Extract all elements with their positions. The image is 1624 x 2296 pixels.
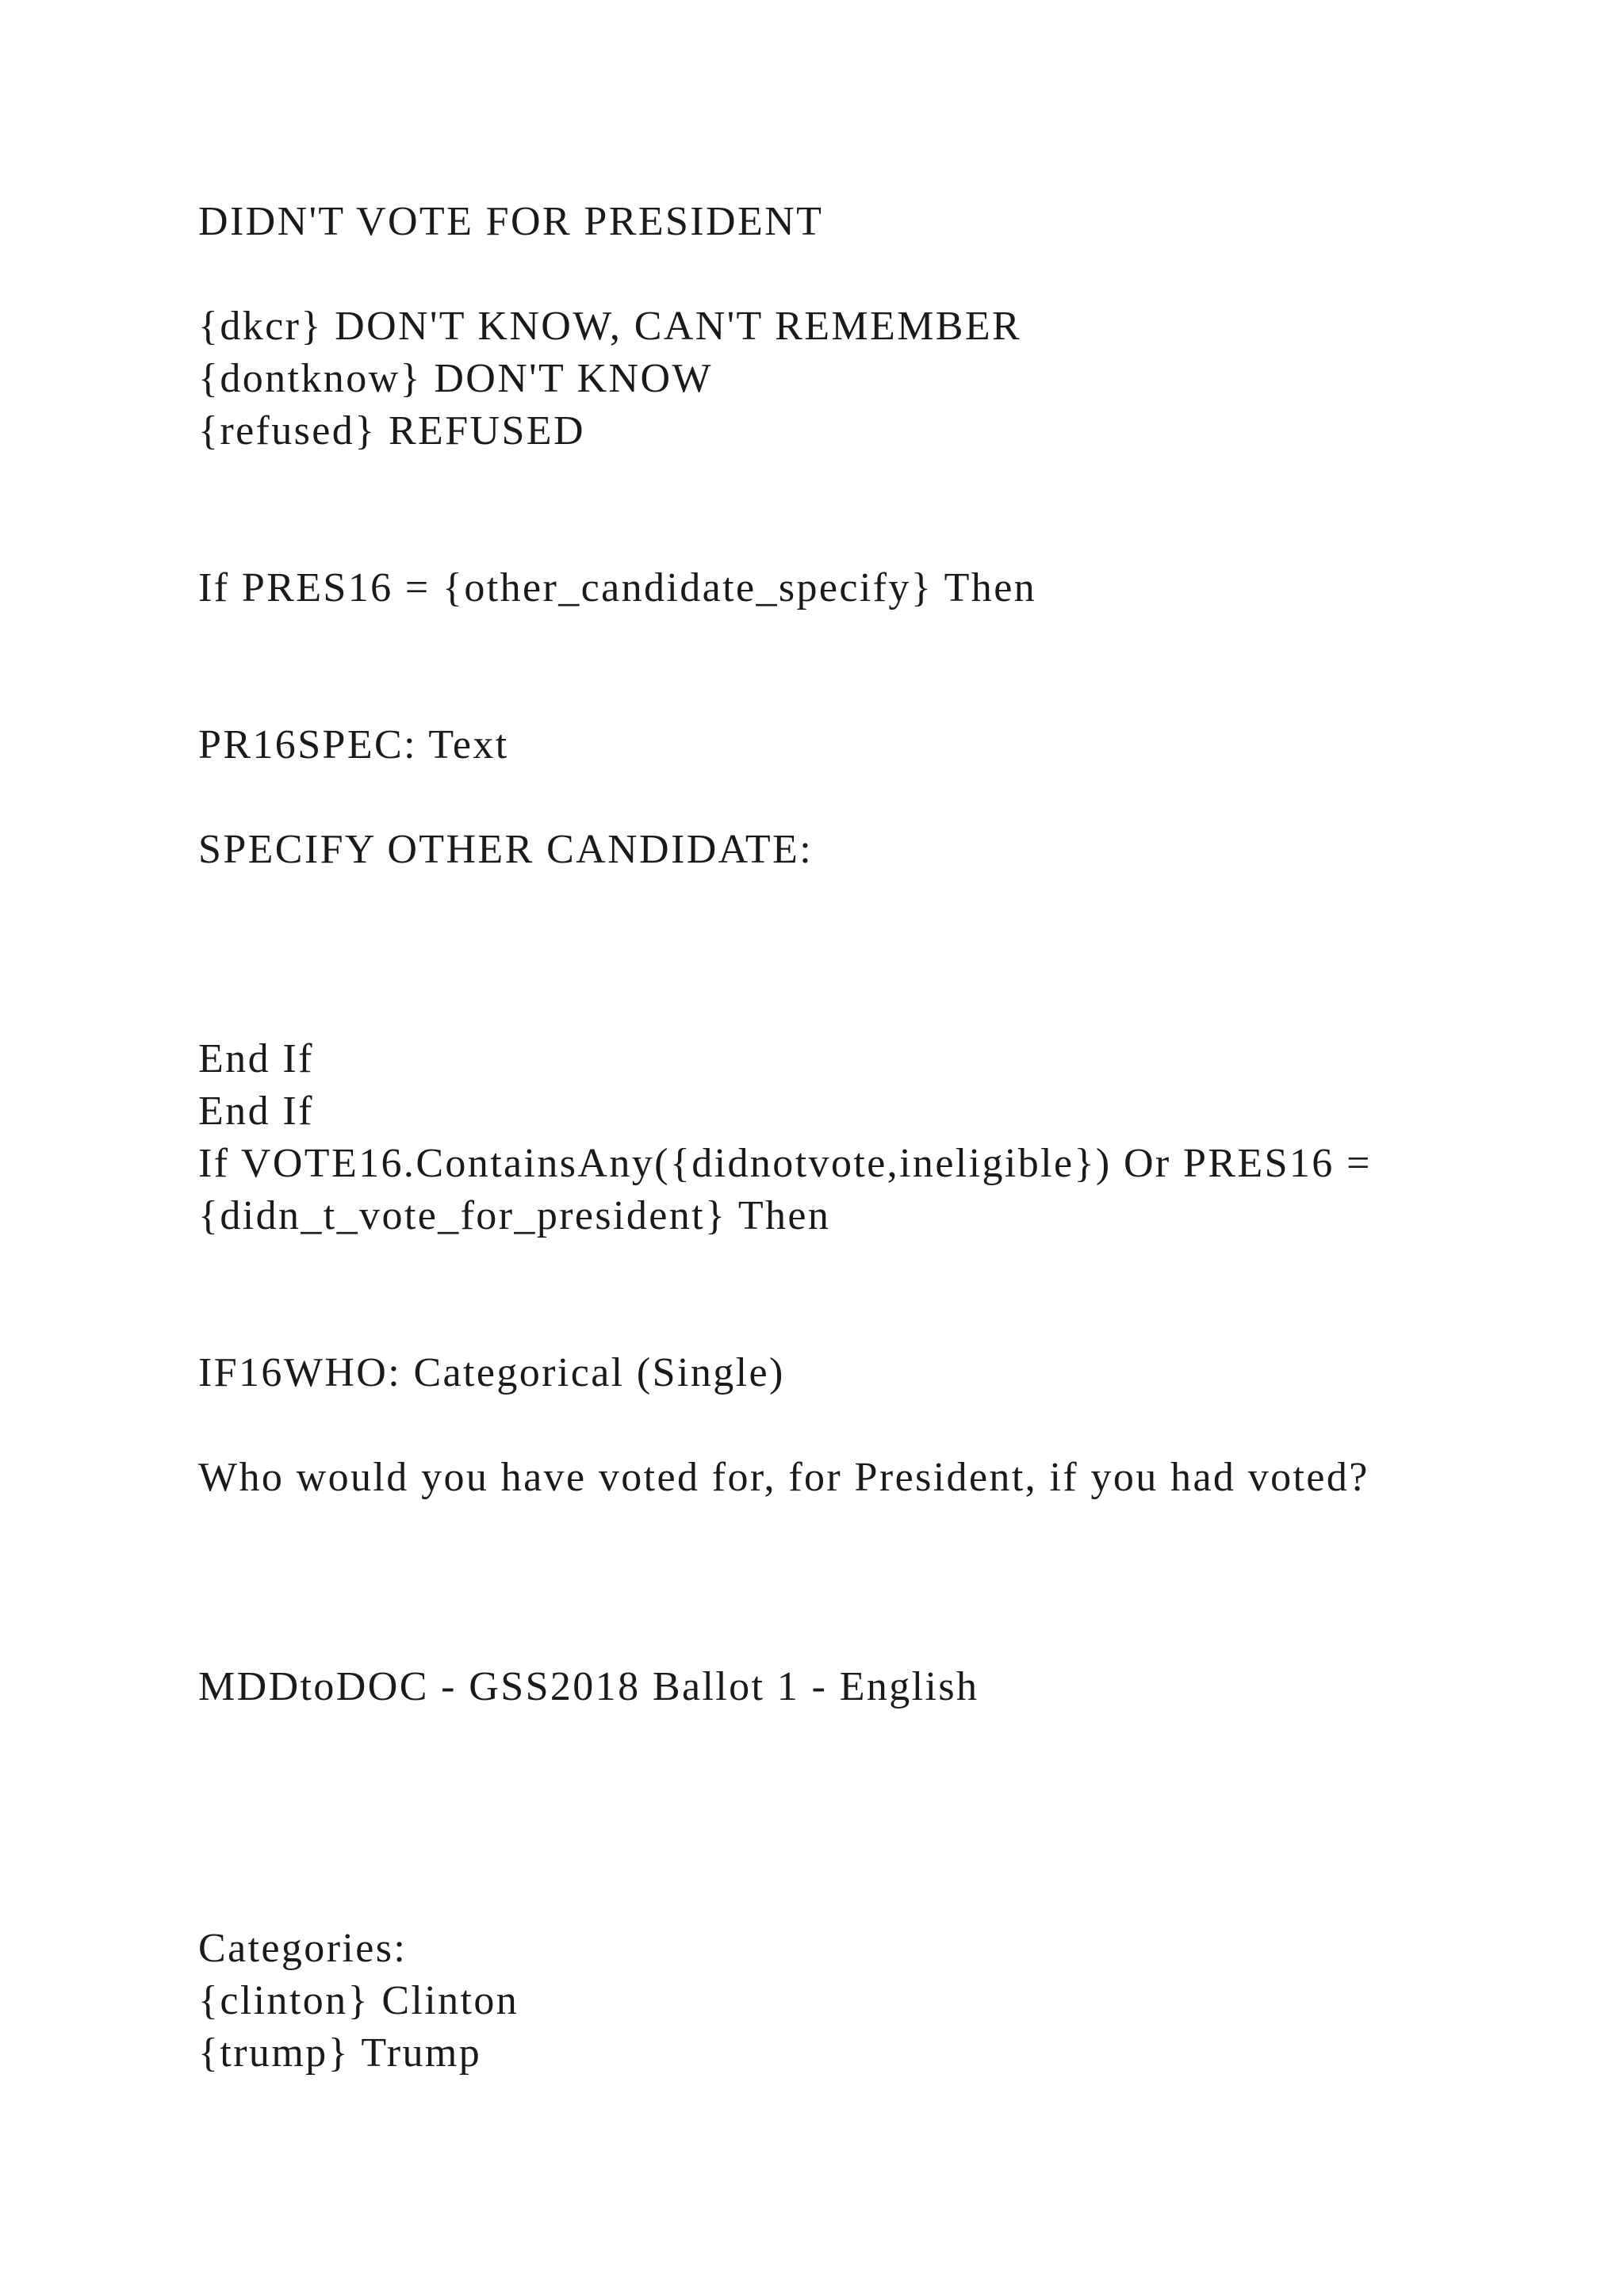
if-vote16-condition-continued: {didn_t_vote_for_president} Then	[198, 1193, 831, 1238]
if16who-question: Who would you have voted for, for President, if you had voted?	[198, 1455, 1369, 1500]
category-item: {trump} Trump	[198, 2030, 482, 2076]
pr16spec-heading: PR16SPEC: Text	[198, 722, 509, 767]
end-if-statement: End If	[198, 1036, 314, 1081]
dkcr-option: {dkcr} DON'T KNOW, CAN'T REMEMBER	[198, 304, 1022, 349]
didnt-vote-option: DIDN'T VOTE FOR PRESIDENT	[198, 199, 824, 244]
if16who-heading: IF16WHO: Categorical (Single)	[198, 1350, 785, 1395]
if-vote16-condition: If VOTE16.ContainsAny({didnotvote,ineligible}) Or PRES16 =	[198, 1141, 1372, 1186]
categories-label: Categories:	[198, 1926, 408, 1971]
pr16spec-prompt: SPECIFY OTHER CANDIDATE:	[198, 827, 814, 872]
if-other-candidate-condition: If PRES16 = {other_candidate_specify} Then	[198, 565, 1037, 610]
category-item: {clinton} Clinton	[198, 1978, 519, 2023]
document-footer-note: MDDtoDOC - GSS2018 Ballot 1 - English	[198, 1664, 979, 1709]
dontknow-option: {dontknow} DON'T KNOW	[198, 356, 713, 401]
refused-option: {refused} REFUSED	[198, 408, 585, 453]
end-if-statement: End If	[198, 1089, 314, 1134]
